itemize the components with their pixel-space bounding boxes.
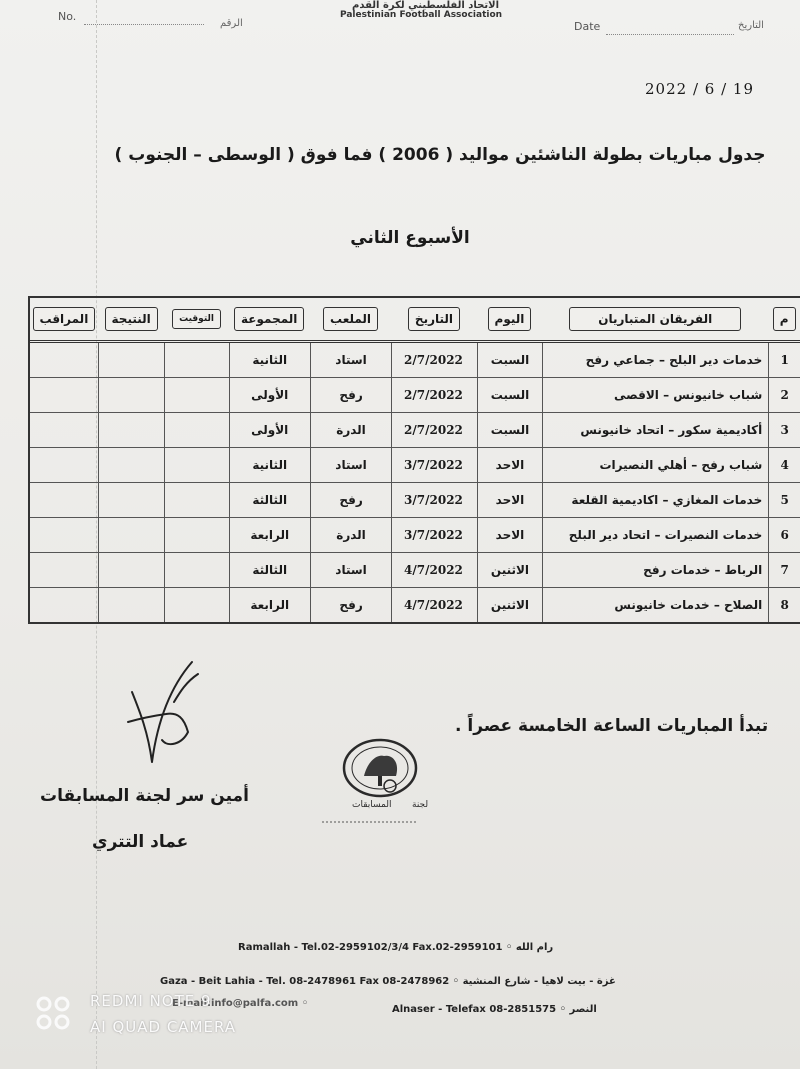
row-group: الأولى <box>229 378 310 413</box>
row-observer <box>30 378 98 413</box>
footer-ramallah: Ramallah - Tel.02-2959102/3/4 Fax.02-2959101 ◦ رام الله <box>238 942 554 953</box>
row-time <box>164 413 228 448</box>
row-number: 6 <box>768 518 800 553</box>
row-day: الاثنين <box>477 588 542 622</box>
column-header-number: م <box>768 298 800 343</box>
committee-stamp-icon <box>318 732 428 832</box>
row-number: 8 <box>768 588 800 622</box>
row-group: الرابعة <box>229 518 310 553</box>
row-date: 3/7/2022 <box>391 518 477 553</box>
row-result <box>98 343 165 378</box>
row-stadium: الدرة <box>310 413 391 448</box>
row-day: الاثنين <box>477 553 542 588</box>
table-header-row <box>30 298 800 343</box>
handwritten-signature <box>122 652 212 772</box>
footer-gaza: Gaza - Beit Lahia - Tel. 08-2478961 Fax 08-2478962 ◦ غزة - بيت لاهيا - شارع المنشية <box>160 976 616 987</box>
row-number: 7 <box>768 553 800 588</box>
row-group: الثالثة <box>229 483 310 518</box>
org-name-ar: الاتحاد الفلسطيني لكرة القدم <box>352 0 500 11</box>
row-day: السبت <box>477 413 542 448</box>
match-schedule-table <box>28 296 800 624</box>
row-result <box>98 518 165 553</box>
row-time <box>164 553 228 588</box>
row-date: 3/7/2022 <box>391 483 477 518</box>
row-result <box>98 413 165 448</box>
row-time <box>164 588 228 622</box>
row-number: 3 <box>768 413 800 448</box>
number-dotted-line <box>84 24 204 25</box>
row-stadium: استاد <box>310 343 391 378</box>
row-time <box>164 518 228 553</box>
row-stadium: رفح <box>310 483 391 518</box>
row-stadium: استاد <box>310 553 391 588</box>
row-observer <box>30 588 98 622</box>
table-row <box>30 343 800 378</box>
row-teams: خدمات المغازي – اكاديمية القلعة <box>542 483 768 518</box>
date-label-ar: التاريخ <box>738 20 764 31</box>
row-stadium: استاد <box>310 448 391 483</box>
table-row <box>30 378 800 413</box>
footer-email: E-mail:info@palfa.com ◦ <box>172 998 309 1009</box>
row-day: السبت <box>477 343 542 378</box>
row-teams: خدمات دير البلح – جماعي رفح <box>542 343 768 378</box>
row-group: الثانية <box>229 343 310 378</box>
watermark-camera: AI QUAD CAMERA <box>90 1018 237 1036</box>
row-group: الثالثة <box>229 553 310 588</box>
footer-alnaser: Alnaser - Telefax 08-2851575 ◦ النصر <box>392 1004 597 1015</box>
row-time <box>164 343 228 378</box>
row-time <box>164 483 228 518</box>
row-teams: خدمات النصيرات – اتحاد دير البلح <box>542 518 768 553</box>
column-header-group: المجموعة <box>229 298 310 343</box>
row-group: الرابعة <box>229 588 310 622</box>
row-date: 4/7/2022 <box>391 553 477 588</box>
row-stadium: رفح <box>310 378 391 413</box>
letterhead <box>0 0 800 40</box>
row-result <box>98 553 165 588</box>
row-teams: شباب رفح – أهلي النصيرات <box>542 448 768 483</box>
row-date: 4/7/2022 <box>391 588 477 622</box>
row-result <box>98 483 165 518</box>
row-teams: الصلاح – خدمات خانيونس <box>542 588 768 622</box>
row-date: 2/7/2022 <box>391 413 477 448</box>
row-observer <box>30 553 98 588</box>
document-date: 2022 / 6 / 19 <box>645 80 754 98</box>
org-name-en: Palestinian Football Association <box>340 10 503 20</box>
row-observer <box>30 343 98 378</box>
table-row <box>30 448 800 483</box>
signature-name: عماد التتري <box>92 832 189 852</box>
document-subtitle: الأسبوع الثاني <box>350 228 470 248</box>
row-group: الأولى <box>229 413 310 448</box>
stamp-label-competitions: المسابقات <box>352 800 392 810</box>
table-row <box>30 553 800 588</box>
row-date: 2/7/2022 <box>391 378 477 413</box>
number-label: No. <box>58 10 77 23</box>
start-time-note: تبدأ المباريات الساعة الخامسة عصراً . <box>455 716 769 736</box>
row-observer <box>30 483 98 518</box>
row-result <box>98 588 165 622</box>
document-title: جدول مباريات بطولة الناشئين مواليد ( 2006 ) فما فوق ( الوسطى – الجنوب ) <box>114 145 766 165</box>
column-header-stadium: الملعب <box>310 298 391 343</box>
row-day: الاحد <box>477 483 542 518</box>
watermark-model: REDMI NOTE 9 <box>90 992 212 1010</box>
row-result <box>98 378 165 413</box>
column-header-teams: الفريقان المتباريان <box>542 298 768 343</box>
row-day: السبت <box>477 378 542 413</box>
row-day: الاحد <box>477 518 542 553</box>
table-row <box>30 588 800 622</box>
row-number: 5 <box>768 483 800 518</box>
row-time <box>164 378 228 413</box>
signature-title: أمين سر لجنة المسابقات <box>40 786 249 806</box>
row-day: الاحد <box>477 448 542 483</box>
row-group: الثانية <box>229 448 310 483</box>
row-date: 3/7/2022 <box>391 448 477 483</box>
row-stadium: الدرة <box>310 518 391 553</box>
table-row <box>30 413 800 448</box>
row-stadium: رفح <box>310 588 391 622</box>
row-date: 2/7/2022 <box>391 343 477 378</box>
column-header-time: التوقيت <box>164 298 228 343</box>
row-teams: شباب خانيونس – الاقصى <box>542 378 768 413</box>
stamp-label-committee: لجنة <box>412 800 429 810</box>
column-header-result: النتيجة <box>98 298 165 343</box>
row-number: 2 <box>768 378 800 413</box>
row-number: 4 <box>768 448 800 483</box>
row-teams: أكاديمية سكور – اتحاد خانيونس <box>542 413 768 448</box>
column-header-observer: المراقب <box>30 298 98 343</box>
row-observer <box>30 413 98 448</box>
row-time <box>164 448 228 483</box>
date-label: Date <box>574 20 601 33</box>
table-row <box>30 518 800 553</box>
row-observer <box>30 448 98 483</box>
column-header-day: اليوم <box>477 298 542 343</box>
date-dotted-line <box>606 34 734 35</box>
row-observer <box>30 518 98 553</box>
table-row <box>30 483 800 518</box>
row-result <box>98 448 165 483</box>
row-teams: الرباط – خدمات رفح <box>542 553 768 588</box>
camera-dots-icon <box>34 994 74 1034</box>
column-header-date: التاريخ <box>391 298 477 343</box>
number-label-ar: الرقم <box>220 18 243 29</box>
row-number: 1 <box>768 343 800 378</box>
